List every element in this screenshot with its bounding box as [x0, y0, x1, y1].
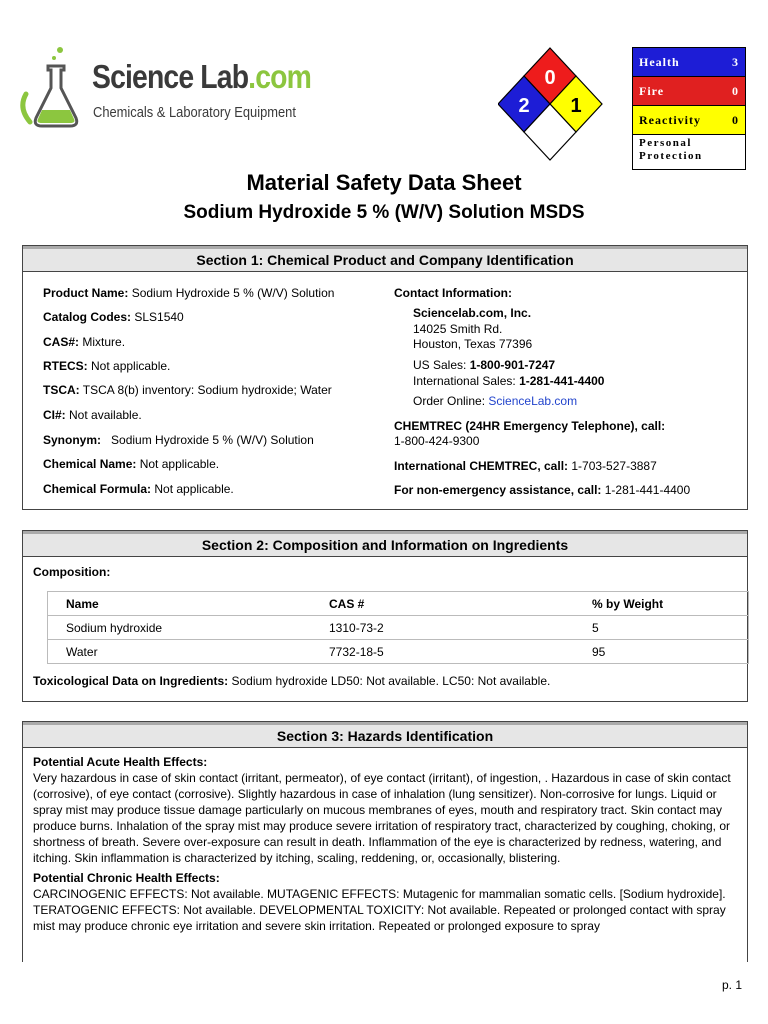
product-field — [43, 433, 314, 447]
product-field-value: Sodium Hydroxide 5 % (W/V) Solution — [128, 286, 335, 300]
us-sales: US Sales: 1-800-901-7247 — [413, 358, 556, 372]
page-number: p. 1 — [722, 978, 743, 992]
column-header: % by Weight — [574, 592, 749, 616]
section-2-heading: Section 2: Composition and Information on Ingredients — [23, 531, 747, 557]
nfpa-fire-value: 0 — [544, 67, 556, 89]
product-field-value: SLS1540 — [131, 310, 184, 324]
table-cell: 5 — [574, 616, 749, 640]
toxicological-data: Toxicological Data on Ingredients: Sodium hydroxide LD50: Not available. LC50: Not available. — [33, 674, 551, 688]
product-field-label: CAS#: — [43, 335, 80, 349]
product-field-label: Synonym: — [43, 433, 102, 447]
section-3 — [22, 721, 748, 962]
product-field-value: Not applicable. — [151, 482, 234, 496]
international-sales: International Sales: 1-281-441-4400 — [413, 374, 605, 388]
section-1 — [22, 245, 748, 510]
section-2 — [22, 530, 748, 702]
column-header: CAS # — [311, 592, 574, 616]
personal-protection: Personal Protection — [633, 135, 745, 169]
product-field — [43, 335, 125, 349]
section-1-heading: Section 1: Chemical Product and Company Identification — [23, 246, 747, 272]
address-line-2: Houston, Texas 77396 — [413, 337, 533, 351]
product-field-value: Not available. — [65, 408, 142, 422]
product-field — [43, 286, 334, 300]
table-header-row — [48, 592, 749, 616]
fire-rating: Fire 0 — [633, 77, 745, 106]
product-field — [43, 359, 170, 373]
health-rating: Health 3 — [633, 48, 745, 77]
nfpa-health-value: 2 — [518, 95, 530, 117]
column-header: Name — [48, 592, 312, 616]
flask-icon — [18, 44, 88, 134]
contact-label: Contact Information: — [394, 286, 512, 300]
chronic-effects-text: CARCINOGENIC EFFECTS: Not available. MUTAGENIC EFFECTS: Mutagenic for mammalian somatic cells. [Sodium hydroxide]. TERATOGENIC EFFECTS: Not available. DEVELOPMENTAL TOXICITY: Not available. Repeated or prolonged contact with spray mist may produce chronic eye irritation and severe skin irritation. Repeated or prolonged exposure to spray — [33, 887, 726, 933]
sciencelab-logo — [18, 44, 311, 134]
product-field-value: Sodium Hydroxide 5 % (W/V) Solution — [101, 433, 314, 447]
acute-effects-label: Potential Acute Health Effects: — [33, 755, 208, 769]
chemtrec-phone: 1-800-424-9300 — [394, 434, 480, 448]
table-cell: Water — [48, 640, 312, 664]
reactivity-rating: Reactivity 0 — [633, 106, 745, 135]
acute-effects-text: Very hazardous in case of skin contact (irritant, permeator), of eye contact (irritant), of ingestion, . Hazardous in case of skin contact (corrosive), of eye contact (corrosive). Slightly hazardous in case of inhalation (lung sensitizer). Non-corrosive for lungs. Liquid or spray mist may produce tissue damage particularly on mucous membranes of eyes, mouth and respiratory tract. Skin contact may produce burns. Inhalation of the spray mist may produce severe irritation of respiratory tract, characterized by coughing, choking, or shortness of breath. Severe over-exposure can result in death. Inflammation of the eye is characterized by redness, watering, and itching. Skin inflammation is characterized by itching, scaling, reddening, or, occasionally, blistering. — [33, 771, 731, 865]
non-emergency: For non-emergency assistance, call: 1-281-441-4400 — [394, 483, 691, 497]
product-field-value: TSCA 8(b) inventory: Sodium hydroxide; Water — [79, 383, 332, 397]
product-field-label: CI#: — [43, 408, 66, 422]
page-title: Material Safety Data Sheet — [246, 170, 522, 195]
ingredients-table — [47, 591, 749, 664]
product-field — [43, 310, 184, 324]
table-row — [48, 640, 749, 664]
product-field-label: Chemical Name: — [43, 457, 137, 471]
hazard-rating-table — [632, 47, 746, 170]
logo-brand: Science Lab — [92, 58, 249, 95]
product-field — [43, 408, 142, 422]
company-name: Sciencelab.com, Inc. — [413, 306, 532, 320]
logo-tagline: Chemicals & Laboratory Equipment — [93, 104, 296, 121]
product-field-label: Catalog Codes: — [43, 310, 132, 324]
table-cell: 1310-73-2 — [311, 616, 574, 640]
product-field-label: TSCA: — [43, 383, 80, 397]
intl-chemtrec: International CHEMTREC, call: 1-703-527-3887 — [394, 459, 657, 473]
product-field-label: Product Name: — [43, 286, 129, 300]
chemtrec-label: CHEMTREC (24HR Emergency Telephone), call: — [394, 419, 666, 433]
composition-label: Composition: — [33, 565, 111, 579]
table-cell: 7732-18-5 — [311, 640, 574, 664]
product-field-value: Mixture. — [79, 335, 126, 349]
table-cell: Sodium hydroxide — [48, 616, 312, 640]
nfpa-diamond — [498, 46, 608, 166]
product-field-value: Not applicable. — [136, 457, 220, 471]
sciencelab-link[interactable]: ScienceLab.com — [488, 394, 578, 408]
product-field-label: Chemical Formula: — [43, 482, 152, 496]
table-row — [48, 616, 749, 640]
address-line-1: 14025 Smith Rd. — [413, 322, 503, 336]
order-online: Order Online: ScienceLab.com — [413, 394, 578, 408]
table-cell: 95 — [574, 640, 749, 664]
product-field-value: Not applicable. — [87, 359, 171, 373]
nfpa-reactivity-value: 1 — [570, 95, 582, 117]
product-field-label: RTECS: — [43, 359, 88, 373]
product-field — [43, 457, 219, 471]
product-field — [43, 383, 332, 397]
section-3-heading: Section 3: Hazards Identification — [23, 722, 747, 748]
page-subtitle: Sodium Hydroxide 5 % (W/V) Solution MSDS — [183, 202, 585, 223]
logo-brand-suffix: .com — [248, 58, 311, 95]
chronic-effects-label: Potential Chronic Health Effects: — [33, 871, 220, 885]
product-field — [43, 482, 234, 496]
